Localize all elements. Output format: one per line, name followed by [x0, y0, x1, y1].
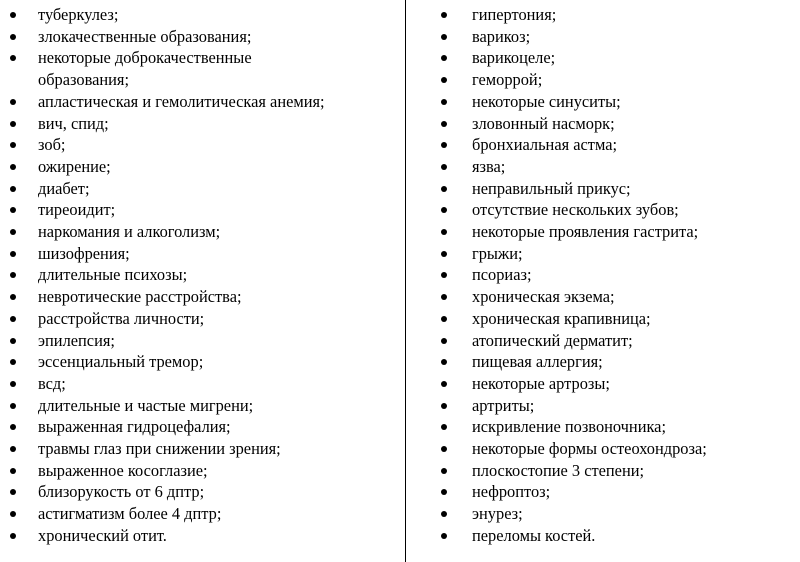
- list-item: [0, 91, 400, 113]
- list-item: [0, 264, 400, 286]
- list-item: [0, 134, 400, 156]
- list-item: [0, 351, 400, 373]
- bullet-icon: [10, 446, 16, 452]
- list-item-text: энурез;: [472, 504, 523, 524]
- bullet-icon: [10, 34, 16, 40]
- bullet-icon: [441, 77, 447, 83]
- list-item-text: варикоцеле;: [472, 48, 556, 68]
- list-item-text: некоторые проявления гастрита;: [472, 222, 699, 242]
- list-item-text: травмы глаз при снижении зрения;: [38, 439, 281, 459]
- list-item: [0, 113, 400, 135]
- bullet-icon: [10, 121, 16, 127]
- list-item-text: неправильный прикус;: [472, 178, 631, 198]
- list-item: [432, 373, 800, 395]
- list-item: [432, 47, 800, 69]
- bullet-icon: [441, 446, 447, 452]
- list-item: [432, 91, 800, 113]
- list-item: [432, 416, 800, 438]
- list-item-text: шизофрения;: [38, 243, 130, 263]
- list-item: [0, 221, 400, 243]
- list-item: [0, 330, 400, 352]
- list-item: [432, 243, 800, 265]
- list-item: [0, 286, 400, 308]
- right-bullet-list: [432, 4, 800, 547]
- bullet-icon: [10, 403, 16, 409]
- list-item: [0, 395, 400, 417]
- list-item-text: гипертония;: [472, 5, 557, 24]
- list-item-text: апластическая и гемолитическая анемия;: [38, 91, 325, 111]
- list-item: [0, 525, 400, 547]
- bullet-icon: [10, 338, 16, 344]
- list-item-text: астигматизм более 4 дптр;: [38, 504, 222, 524]
- bullet-icon: [441, 424, 447, 430]
- list-item: [0, 308, 400, 330]
- bullet-icon: [441, 359, 447, 365]
- bullet-icon: [10, 229, 16, 235]
- bullet-icon: [10, 489, 16, 495]
- list-item-text: наркомания и алкоголизм;: [38, 222, 221, 242]
- bullet-icon: [441, 511, 447, 517]
- bullet-icon: [10, 533, 16, 539]
- list-item: [432, 460, 800, 482]
- bullet-icon: [441, 272, 447, 278]
- list-item-text: невротические расстройства;: [38, 287, 242, 307]
- left-bullet-list: [0, 4, 400, 547]
- list-item: [432, 134, 800, 156]
- bullet-icon: [10, 381, 16, 387]
- bullet-icon: [10, 272, 16, 278]
- bullet-icon: [441, 164, 447, 170]
- list-item-text: бронхиальная астма;: [472, 135, 618, 155]
- list-item-text: расстройства личности;: [38, 308, 205, 328]
- list-item: [0, 156, 400, 178]
- bullet-icon: [441, 533, 447, 539]
- list-item: [0, 199, 400, 221]
- list-item-text: диабет;: [38, 178, 90, 198]
- list-item-text: злокачественные образования;: [38, 26, 252, 46]
- bullet-icon: [441, 468, 447, 474]
- list-item: [0, 26, 400, 48]
- bullet-icon: [10, 164, 16, 170]
- list-item-text: геморрой;: [472, 70, 543, 90]
- list-item-text: хронический отит.: [38, 525, 167, 545]
- bullet-icon: [10, 55, 16, 61]
- list-item-text: эпилепсия;: [38, 330, 115, 350]
- bullet-icon: [441, 121, 447, 127]
- bullet-icon: [10, 424, 16, 430]
- list-item-text: эссенциальный тремор;: [38, 352, 204, 372]
- list-item-text: отсутствие нескольких зубов;: [472, 200, 679, 220]
- bullet-icon: [10, 294, 16, 300]
- list-item-text: переломы костей.: [472, 525, 596, 545]
- list-item: [432, 264, 800, 286]
- list-item: [432, 4, 800, 26]
- list-item-text: выраженная гидроцефалия;: [38, 417, 231, 437]
- bullet-icon: [10, 207, 16, 213]
- list-item-text: длительные и частые мигрени;: [38, 395, 254, 415]
- list-item-text: искривление позвоночника;: [472, 417, 667, 437]
- bullet-icon: [441, 294, 447, 300]
- list-item-text: язва;: [472, 156, 506, 176]
- list-item-text: пищевая аллергия;: [472, 352, 603, 372]
- list-item-text: псориаз;: [472, 265, 532, 285]
- bullet-icon: [10, 468, 16, 474]
- bullet-icon: [441, 381, 447, 387]
- bullet-icon: [10, 359, 16, 365]
- list-item: [0, 373, 400, 395]
- list-item: [0, 4, 400, 26]
- list-item: [432, 199, 800, 221]
- list-item: [432, 286, 800, 308]
- list-item: [0, 503, 400, 525]
- bullet-icon: [441, 55, 447, 61]
- list-item-text: некоторые артрозы;: [472, 373, 610, 393]
- list-item: [0, 178, 400, 200]
- list-item-text: близорукость от 6 дптр;: [38, 482, 205, 502]
- list-item-text: нефроптоз;: [472, 482, 551, 502]
- bullet-icon: [10, 186, 16, 192]
- bullet-icon: [441, 12, 447, 18]
- list-item: [0, 481, 400, 503]
- bullet-icon: [10, 251, 16, 257]
- list-item-text: ожирение;: [38, 156, 111, 176]
- list-item: [432, 113, 800, 135]
- column-divider: [405, 0, 406, 562]
- list-item: [432, 178, 800, 200]
- list-item: [432, 156, 800, 178]
- bullet-icon: [441, 34, 447, 40]
- list-item: [0, 243, 400, 265]
- list-item: [432, 308, 800, 330]
- bullet-icon: [441, 142, 447, 148]
- list-item-text: некоторые синуситы;: [472, 91, 621, 111]
- list-item: [0, 416, 400, 438]
- list-item-text: атопический дерматит;: [472, 330, 633, 350]
- list-item-text: длительные психозы;: [38, 265, 188, 285]
- list-item-text: зоб;: [38, 135, 66, 155]
- list-item: [0, 438, 400, 460]
- bullet-icon: [441, 186, 447, 192]
- list-item-text: артриты;: [472, 395, 535, 415]
- list-item-text: туберкулез;: [38, 5, 119, 24]
- list-item-text: хроническая экзема;: [472, 287, 615, 307]
- list-item: [0, 460, 400, 482]
- list-item: [432, 69, 800, 91]
- list-item: [432, 481, 800, 503]
- bullet-icon: [441, 403, 447, 409]
- bullet-icon: [441, 207, 447, 213]
- list-item: [432, 438, 800, 460]
- list-item-text: хроническая крапивница;: [472, 308, 651, 328]
- bullet-icon: [441, 251, 447, 257]
- list-item-text: всд;: [38, 373, 66, 393]
- bullet-icon: [10, 316, 16, 322]
- bullet-icon: [441, 99, 447, 105]
- list-item: [432, 221, 800, 243]
- list-item-text: некоторые доброкачественные образования;: [38, 48, 252, 90]
- list-item: [432, 525, 800, 547]
- list-item-text: некоторые формы остеохондроза;: [472, 439, 707, 459]
- list-item-text: тиреоидит;: [38, 200, 116, 220]
- bullet-icon: [10, 142, 16, 148]
- bullet-icon: [10, 12, 16, 18]
- list-item: [432, 351, 800, 373]
- bullet-icon: [441, 316, 447, 322]
- bullet-icon: [10, 511, 16, 517]
- list-item: [432, 26, 800, 48]
- list-item-text: варикоз;: [472, 26, 531, 46]
- list-item-text: грыжи;: [472, 243, 523, 263]
- list-item: [432, 395, 800, 417]
- bullet-icon: [441, 489, 447, 495]
- bullet-icon: [10, 99, 16, 105]
- bullet-icon: [441, 338, 447, 344]
- list-item-text: вич, спид;: [38, 113, 109, 133]
- list-item: [432, 503, 800, 525]
- list-item-text: зловонный насморк;: [472, 113, 615, 133]
- list-item-text: выраженное косоглазие;: [38, 460, 208, 480]
- list-item: [0, 47, 338, 90]
- list-item: [432, 330, 800, 352]
- list-item-text: плоскостопие 3 степени;: [472, 460, 645, 480]
- bullet-icon: [441, 229, 447, 235]
